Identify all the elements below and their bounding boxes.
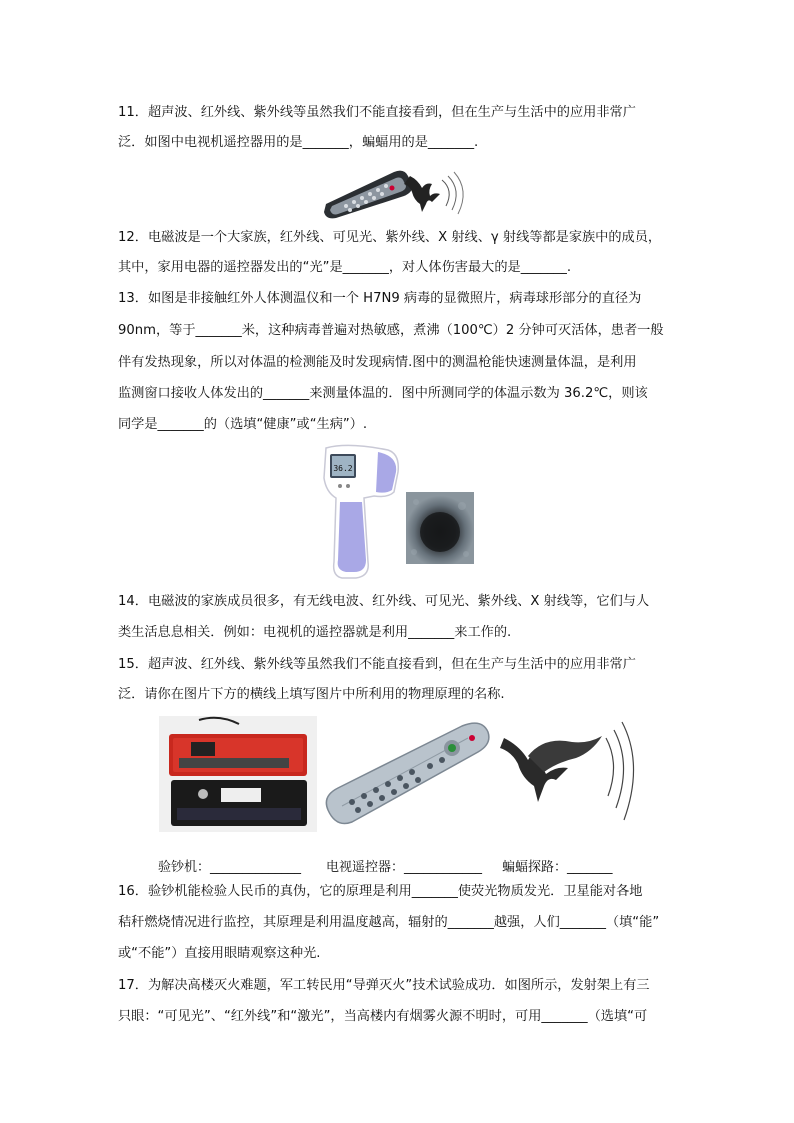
q14-line2: 类生活息息相关．例如：电视机的遥控器就是利用_______来工作的. xyxy=(118,625,512,640)
q13-line1: 13．如图是非接触红外人体测温仪和一个 H7N9 病毒的显微照片，病毒球形部分的直径为 xyxy=(118,291,642,306)
q12-line2: 其中，家用电器的遥控器发出的“光”是_______，对人体伤害最大的是_______. xyxy=(118,260,572,275)
caption-tv-remote: 电视遥控器：____________ xyxy=(326,860,483,875)
bat-echolocation-image xyxy=(498,716,636,830)
q17-line2: 只眼：“可见光”、“红外线”和“激光”，当高楼内有烟雾火源不明时，可用_______（选填“可 xyxy=(118,1009,648,1024)
q13-line4: 监测窗口接收人体发出的_______来测量体温的．图中所测同学的体温示数为 36.2℃，则该 xyxy=(118,386,648,401)
money-detector-image xyxy=(159,716,317,832)
q16-line2: 秸秆燃烧情况进行监控，其原理是利用温度越高，辐射的_______越强，人们_______（填“能” xyxy=(118,915,660,930)
tv-remote-large-image xyxy=(322,718,492,826)
q13-line3: 伴有发热现象，所以对体温的检测能及时发现病情.图中的测温枪能快速测量体温，是利用 xyxy=(118,355,637,370)
bat-image xyxy=(404,172,463,214)
q14-line1: 14．电磁波的家族成员很多，有无线电波、红外线、可见光、紫外线、X 射线等，它们与人 xyxy=(118,594,650,609)
infrared-thermometer-image xyxy=(318,442,404,582)
remote-bat-figure xyxy=(322,162,472,220)
q13-line5: 同学是_______的（选填“健康”或“生病”）. xyxy=(118,417,368,432)
caption-bat: 蝙蝠探路：_______ xyxy=(502,860,613,875)
q11-line1: 11．超声波、红外线、紫外线等虽然我们不能直接看到，但在生产与生活中的应用非常广 xyxy=(118,105,636,120)
q17-line1: 17．为解决高楼灭火难题，军工转民用“导弹灭火”技术试验成功．如图所示，发射架上有三 xyxy=(118,978,650,993)
q15-line1: 15．超声波、红外线、紫外线等虽然我们不能直接看到，但在生产与生活中的应用非常广 xyxy=(118,657,636,672)
caption-money-detector: 验钞机：______________ xyxy=(158,860,302,875)
thermometer-display: 36.2 xyxy=(333,464,353,473)
q15-line2: 泛．请你在图片下方的横线上填写图片中所利用的物理原理的名称. xyxy=(118,687,505,702)
q16-line1: 16．验钞机能检验人民币的真伪，它的原理是利用_______使荧光物质发光．卫星能对各地 xyxy=(118,884,643,899)
q11-line2: 泛．如图中电视机遥控器用的是_______，蝙蝠用的是_______. xyxy=(118,135,479,150)
tv-remote-image xyxy=(324,171,412,219)
q12-line1: 12．电磁波是一个大家族，红外线、可见光、紫外线、X 射线、γ 射线等都是家族中的成员， xyxy=(118,230,662,245)
virus-micrograph-image xyxy=(406,492,474,564)
q16-line3: 或“不能”）直接用眼睛观察这种光. xyxy=(118,946,321,961)
q13-line2: 90nm，等于_______米，这种病毒普遍对热敏感，煮沸（100℃）2 分钟可灭活体，患者一般 xyxy=(118,323,664,338)
